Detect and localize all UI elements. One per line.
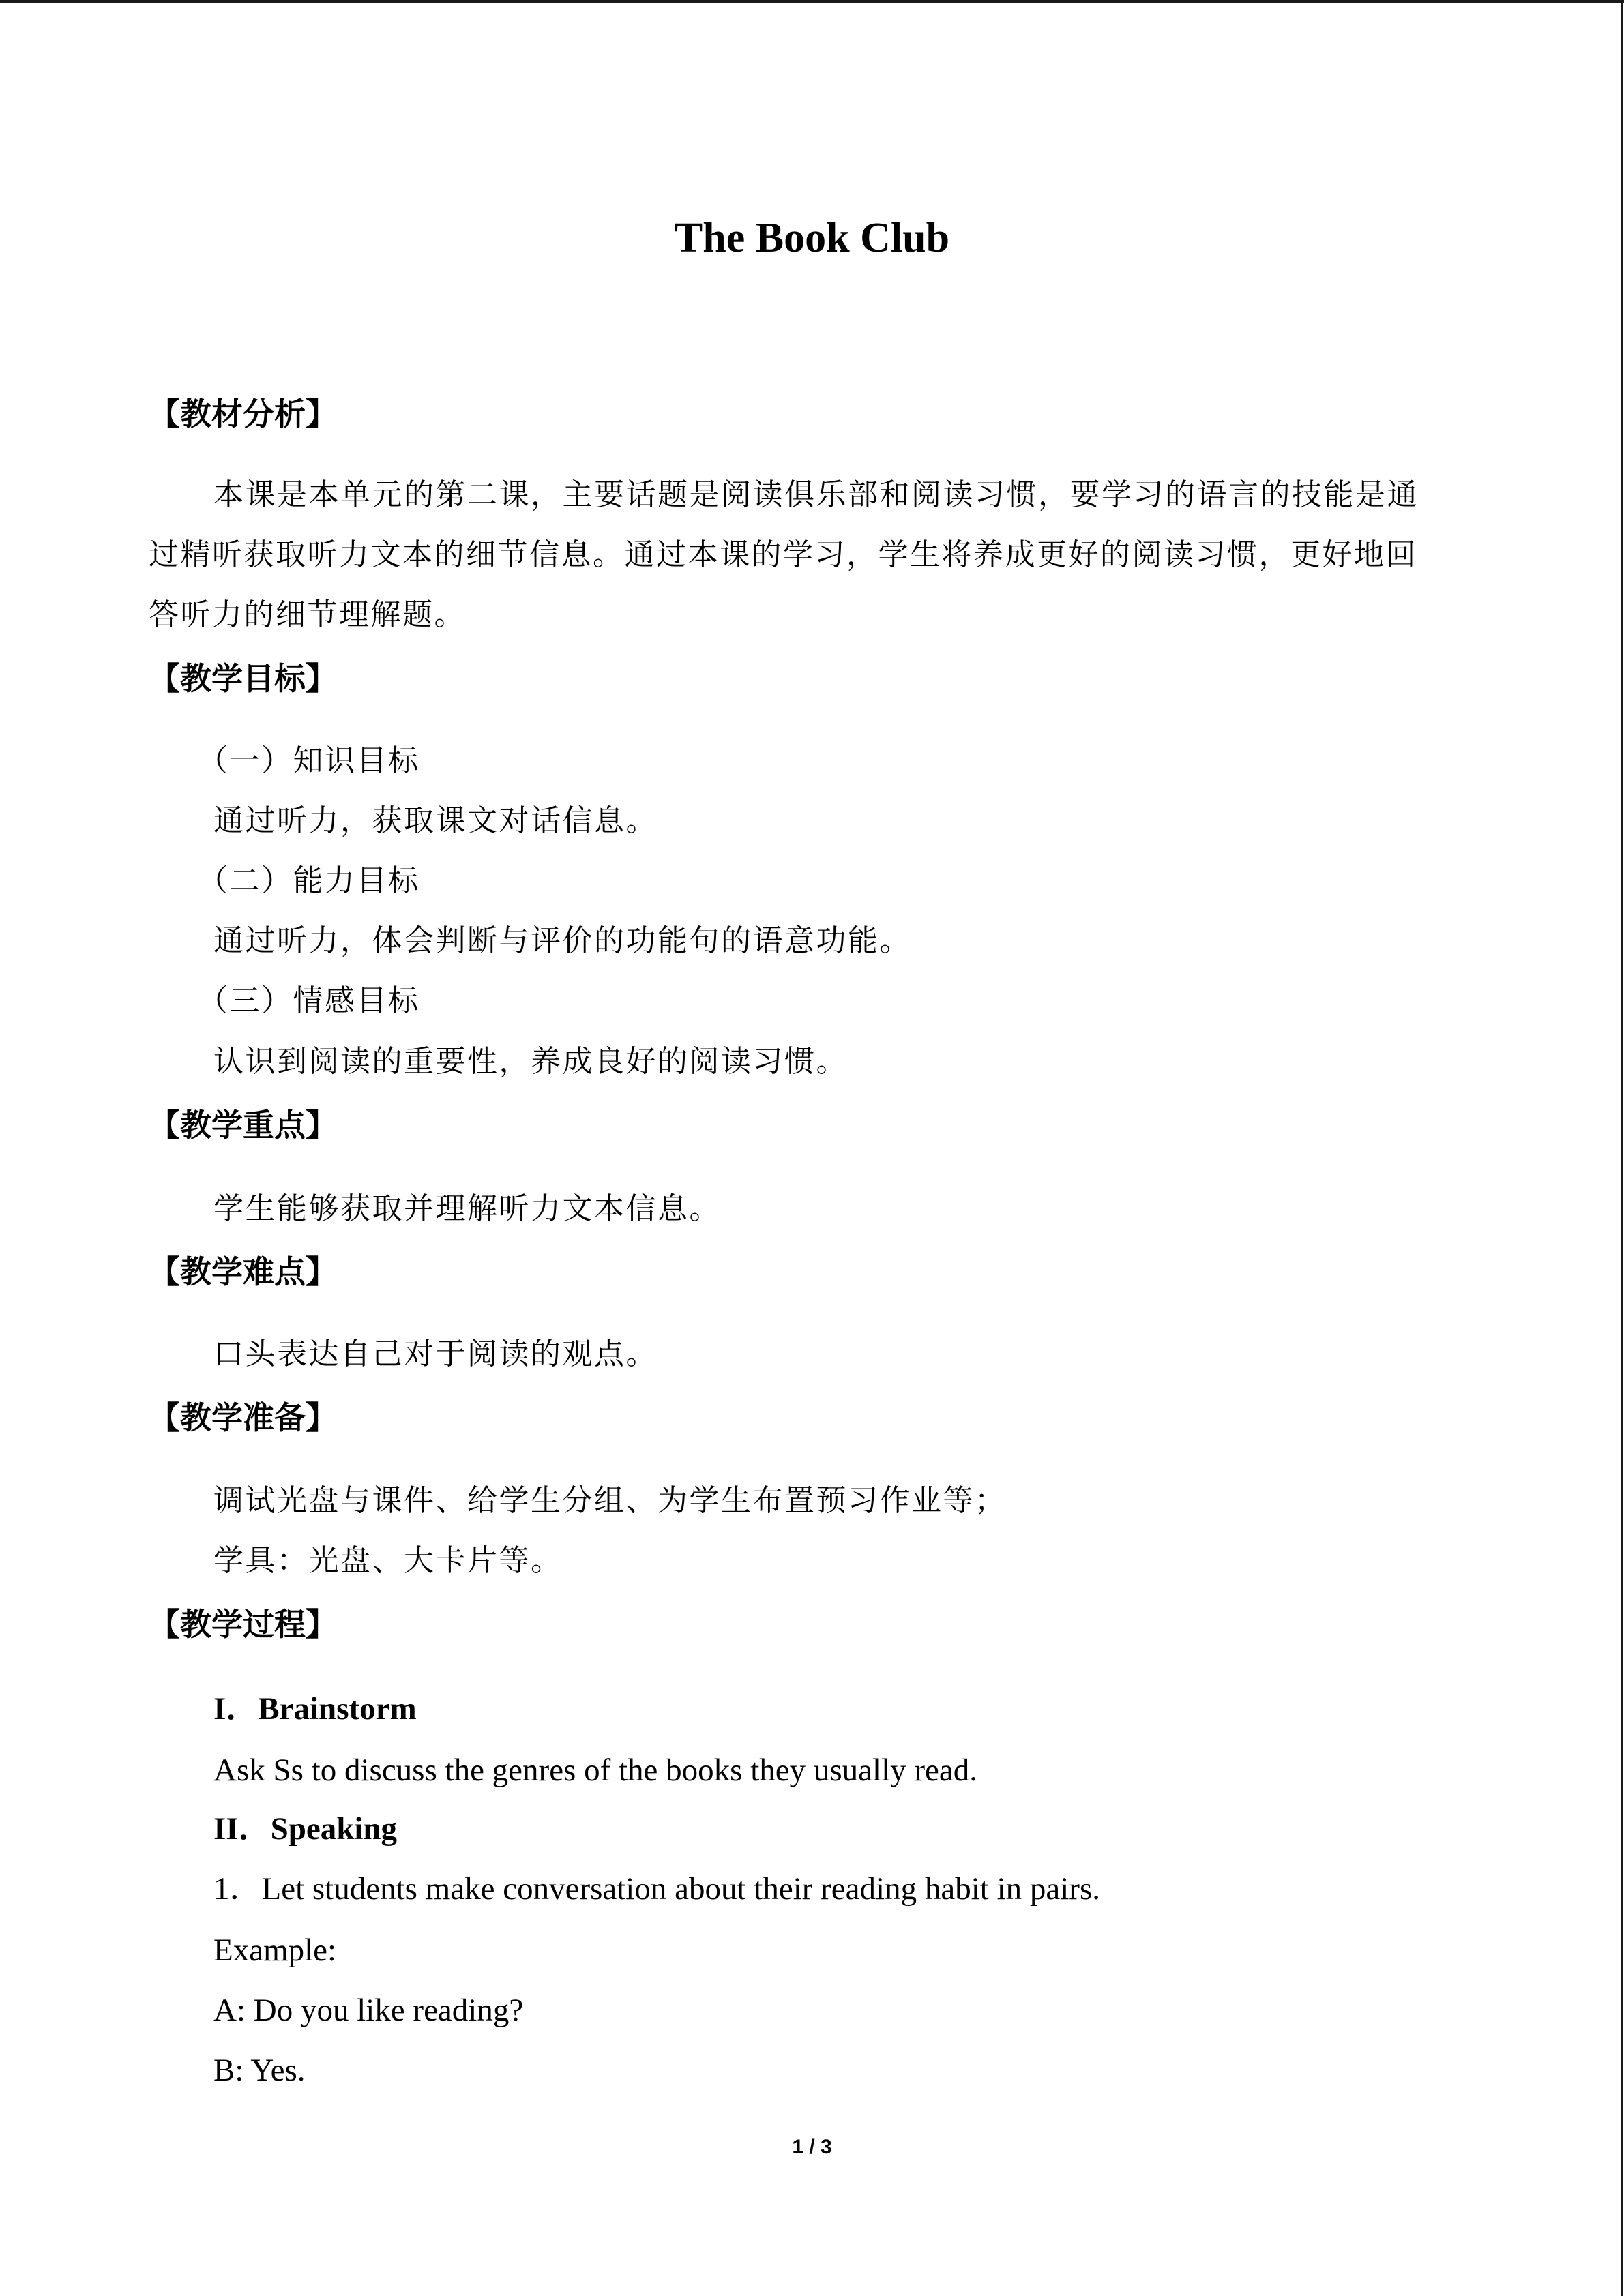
- objective-text-knowledge: 通过听力，获取课文对话信息。: [213, 803, 658, 838]
- step-title-brainstorm: I．Brainstorm: [213, 1691, 417, 1727]
- key-points-text: 学生能够获取并理解听力文本信息。: [213, 1191, 721, 1226]
- example-label: Example:: [213, 1933, 337, 1968]
- page-number: 1 / 3: [792, 2136, 832, 2158]
- objective-text-emotion: 认识到阅读的重要性，养成良好的阅读习惯。: [213, 1044, 848, 1079]
- objective-label-emotion: （三）情感目标: [198, 983, 420, 1018]
- section-heading-analysis: 【教材分析】: [149, 396, 337, 432]
- page-top-border: [0, 0, 1624, 3]
- analysis-line-1: 本课是本单元的第二课，主要话题是阅读俱乐部和阅读习惯，要学习的语言的技能是通: [213, 477, 1419, 512]
- difficulties-text: 口头表达自己对于阅读的观点。: [213, 1337, 658, 1371]
- page-right-border: [1621, 0, 1623, 2296]
- section-heading-difficulties: 【教学难点】: [149, 1253, 337, 1290]
- document-title: The Book Club: [674, 215, 950, 261]
- step-text-brainstorm: Ask Ss to discuss the genres of the books they usually read.: [213, 1753, 978, 1788]
- step-title-speaking: II．Speaking: [213, 1811, 398, 1847]
- objective-label-ability: （二）能力目标: [198, 863, 420, 898]
- objective-text-ability: 通过听力，体会判断与评价的功能句的语意功能。: [213, 923, 911, 958]
- section-heading-key-points: 【教学重点】: [149, 1107, 337, 1144]
- dialogue-line-a: A: Do you like reading?: [213, 1993, 524, 2028]
- speaking-item-1: 1．Let students make conversation about their reading habit in pairs.: [213, 1871, 1100, 1907]
- section-heading-objectives: 【教学目标】: [149, 660, 337, 697]
- analysis-line-2: 过精听获取听力文本的细节信息。通过本课的学习，学生将养成更好的阅读习惯，更好地回: [149, 537, 1417, 572]
- analysis-line-3: 答听力的细节理解题。: [149, 597, 466, 632]
- section-heading-preparation: 【教学准备】: [149, 1399, 337, 1436]
- dialogue-line-b: B: Yes.: [213, 2053, 306, 2088]
- preparation-line-1: 调试光盘与课件、给学生分组、为学生布置预习作业等；: [213, 1483, 1007, 1518]
- objective-label-knowledge: （一）知识目标: [198, 743, 420, 778]
- preparation-line-2: 学具：光盘、大卡片等。: [213, 1543, 563, 1578]
- section-heading-process: 【教学过程】: [149, 1606, 337, 1643]
